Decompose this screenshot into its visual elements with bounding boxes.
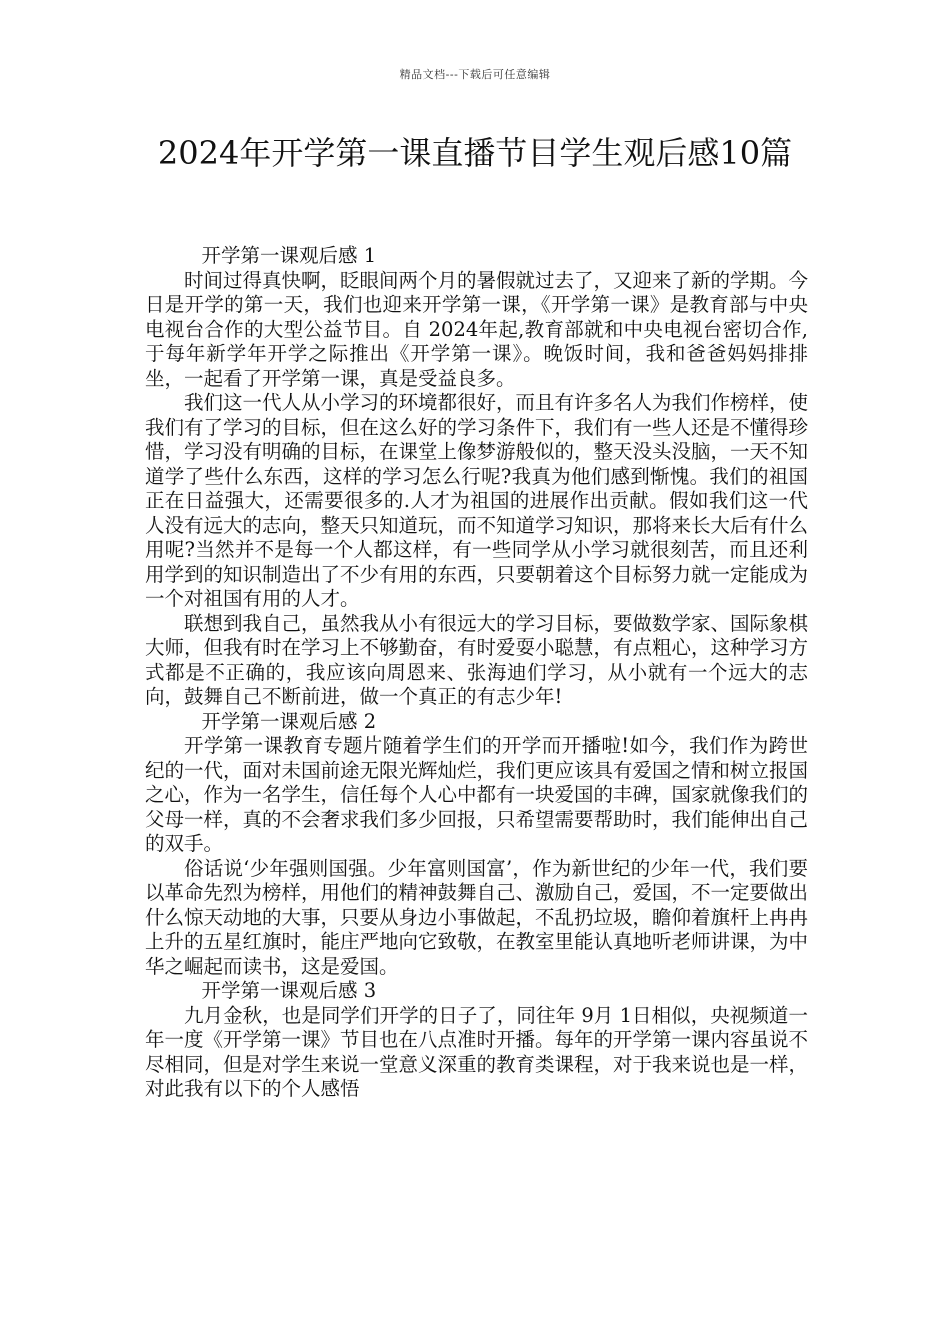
section-heading: 开学第一课观后感 2 — [201, 709, 377, 733]
document-body — [145, 244, 808, 1102]
paragraph: 俗话说‘少年强则国强。少年富则国富’，作为新世纪的少年一代，我们要以革命先烈为榜样，用他们的精神鼓舞自己、激励自己，爱国，不一定要做出什么惊天动地的大事，只要从身边小事做起，不乱扔垃圾，瞻仰着旗杆上冉冉上升的五星红旗时，能庄严地向它致敬，在教室里能认真地听老师讲课，为中华之崛起而读书，这是爱国。 — [145, 856, 809, 978]
document-title: 2024年开学第一课直播节目学生观后感10篇 — [157, 134, 793, 172]
header-note: 精品文档---下载后可任意编辑 — [399, 68, 551, 81]
section-heading: 开学第一课观后感 1 — [201, 244, 377, 267]
paragraph: 开学第一课教育专题片随着学生们的开学而开播啦!如今，我们作为跨世纪的一代，面对未国前途无限光辉灿烂，我们更应该具有爱国之情和树立报国之心，作为一名学生，信任每个人心中都有一块爱国的丰碑，国家就像我们的父母一样，真的不会奢求我们多少回报，只希望需要帮助时，我们能伸出自己的双手。 — [145, 734, 809, 855]
paragraph: 时间过得真快啊，眨眼间两个月的暑假就过去了，又迎来了新的学期。今日是开学的第一天，我们也迎来开学第一课，《开学第一课》是教育部与中央电视台合作的大型公益节目。自 2024年起,教育部就和中央电视台密切合作,于每年新学年开学之际推出《开学第一课》。晚饭时间，我和爸爸妈妈排排坐，一起看了开学第一课，真是受益良多。 — [145, 268, 809, 390]
paragraph: 九月金秋，也是同学们开学的日子了，同往年 9月 1日相似，央视频道一年一度《开学第一课》节目也在八点准时开播。每年的开学第一课内容虽说不尽相同，但是对学生来说一堂意义深重的教育类课程，对于我来说也是一样，对此我有以下的个人感悟 — [145, 1003, 809, 1100]
paragraph: 我们这一代人从小学习的环境都很好，而且有许多名人为我们作榜样，使我们有了学习的目标，但在这么好的学习条件下，我们有一些人还是不懂得珍惜，学习没有明确的目标，在课堂上像梦游般似的，整天没头没脑，一天不知道学了些什么东西，这样的学习怎么行呢?我真为他们感到惭愧。我们的祖国正在日益强大，还需要很多的.人才为祖国的进展作出贡献。假如我们这一代人没有远大的志向，整天只知道玩，而不知道学习知识，那将来长大后有什么用呢?当然并不是每一个人都这样，有一些同学从小学习就很刻苦，而且还利用学到的知识制造出了不少有用的东西，只要朝着这个目标努力就一定能成为一个对祖国有用的人才。 — [145, 391, 809, 610]
section-heading: 开学第一课观后感 3 — [201, 979, 377, 1002]
paragraph: 联想到我自己，虽然我从小有很远大的学习目标，要做数学家、国际象棋大师，但我有时在学习上不够勤奋，有时爱耍小聪慧，有点粗心，这种学习方式都是不正确的，我应该向周恩来、张海迪们学习，从小就有一个远大的志向，鼓舞自己不断前进，做一个真正的有志少年! — [145, 611, 809, 708]
